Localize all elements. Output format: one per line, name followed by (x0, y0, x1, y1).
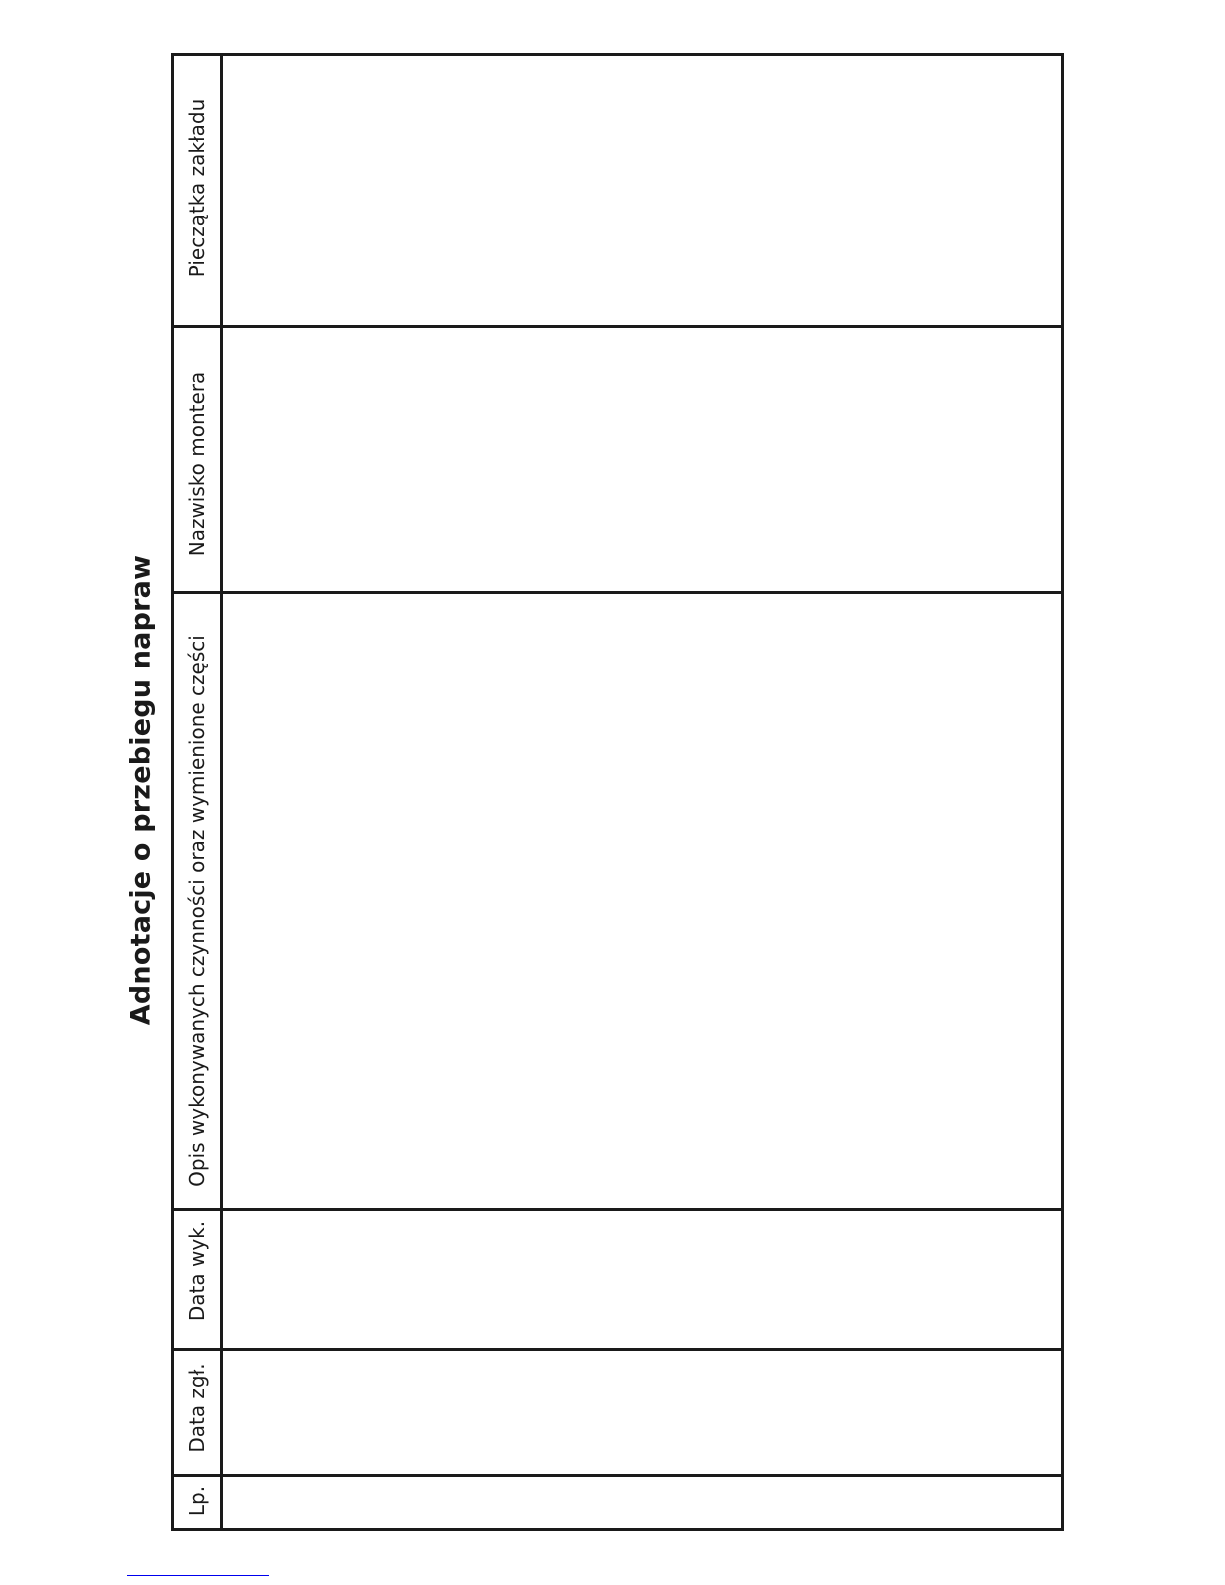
entry-cell-date-reported[interactable] (223, 1351, 1061, 1474)
column-header-strip (174, 56, 223, 1528)
entry-cell-stamp[interactable] (223, 56, 1061, 325)
entry-cell-date-done[interactable] (223, 1211, 1061, 1348)
page-title: Adnotacje o przebiegu napraw (125, 554, 157, 1026)
column-header-date-reported: Data zgł. (185, 1363, 209, 1453)
column-header-date-done: Data wyk. (185, 1220, 209, 1322)
repair-log-table (171, 53, 1064, 1531)
column-header-mechanic: Nazwisko montera (185, 371, 209, 557)
column-header-number: Lp. (185, 1485, 209, 1517)
column-header-description: Opis wykonywanych czynności oraz wymienione części (185, 635, 209, 1187)
footer-link-underline (127, 1575, 269, 1576)
entry-cell-number[interactable] (223, 1477, 1061, 1528)
entry-cell-mechanic[interactable] (223, 328, 1061, 591)
column-header-stamp: Pieczątka zakładu (185, 98, 209, 278)
entry-cell-description[interactable] (223, 594, 1061, 1208)
